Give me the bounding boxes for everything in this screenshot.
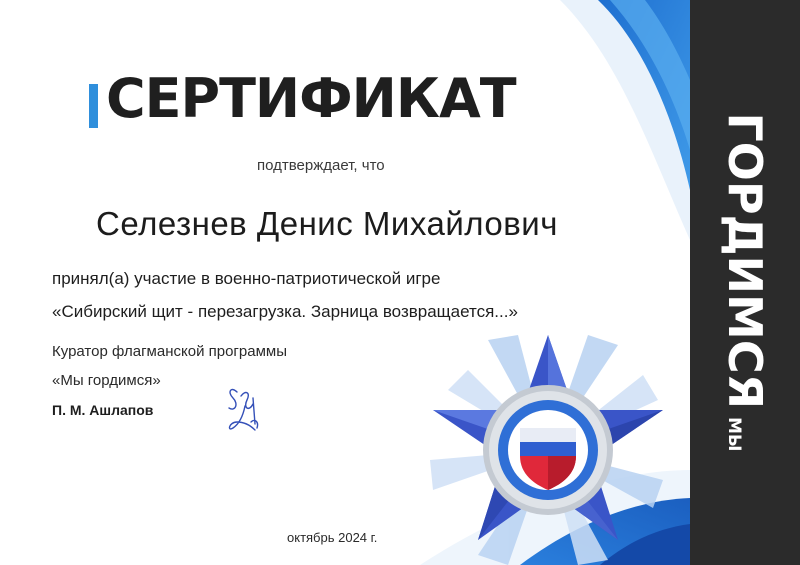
recipient-name: Селезнев Денис Михайлович	[96, 205, 558, 242]
curator-signature	[215, 378, 275, 438]
event-name: «Сибирский щит - перезагрузка. Зарница возвращается...»	[52, 302, 518, 321]
participation-line: принял(а) участие в военно-патриотической игре	[52, 269, 441, 288]
curator-role: Куратор флагманской программы	[52, 343, 287, 360]
issue-date: октябрь 2024 г.	[287, 530, 378, 545]
star-order-emblem	[428, 330, 668, 565]
brand-small-word: МЫ	[724, 417, 744, 452]
curator-program: «Мы гордимся»	[52, 372, 161, 389]
brand-main-word: ГОРДИМСЯ	[718, 112, 772, 410]
certificate-title: СЕРТИФИКАТ	[106, 67, 516, 130]
curator-name: П. М. Ашлапов	[52, 402, 154, 418]
title-accent-bar	[89, 84, 98, 128]
confirms-text: подтверждает, что	[257, 157, 385, 174]
